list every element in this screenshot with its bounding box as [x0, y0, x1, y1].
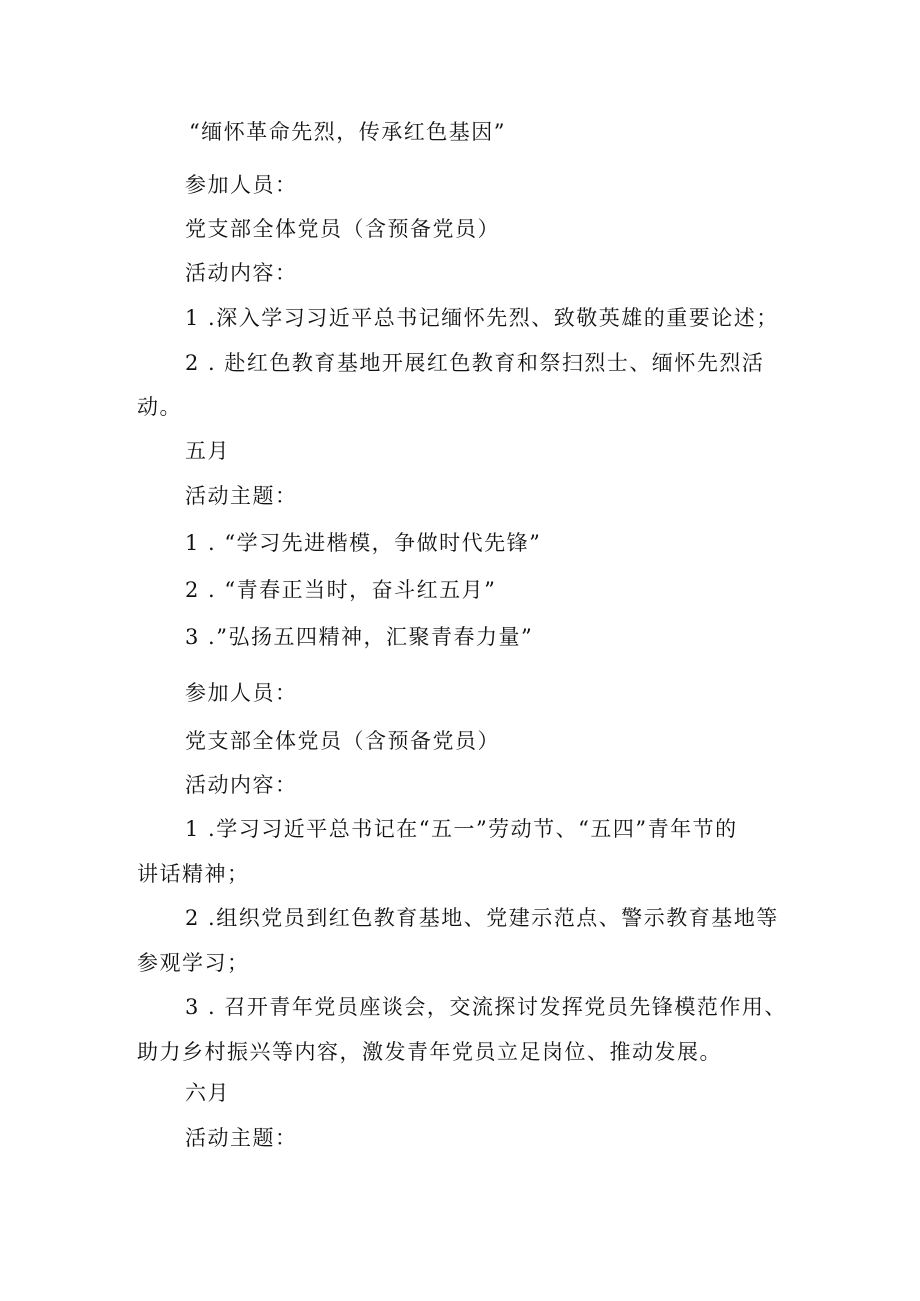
- may-content-item-2-line-1: 2 .组织党员到红色教育基地、党建示范点、警示教育基地等: [185, 906, 779, 930]
- june-heading: 六月: [185, 1081, 230, 1105]
- april-content-item-2-line-2: 动。: [137, 395, 182, 419]
- april-participants: 党支部全体党员（含预备党员）: [185, 217, 500, 241]
- may-content-item-1-line-2: 讲话精神；: [137, 862, 250, 886]
- may-heading: 五月: [185, 439, 230, 463]
- may-content-item-1-line-1: 1 .学习习近平总书记在“五一”劳动节、“五四”青年节的: [185, 817, 738, 841]
- may-content-label: 活动内容：: [185, 773, 298, 797]
- april-content-label: 活动内容：: [185, 261, 298, 285]
- may-theme-2: 2 . “青春正当时，奋斗红五月”: [185, 578, 497, 602]
- april-content-item-1: 1 .深入学习习近平总书记缅怀先烈、致敬英雄的重要论述；: [185, 306, 779, 330]
- may-participants-label: 参加人员：: [185, 681, 298, 705]
- may-theme-1: 1 . “学习先进楷模，争做时代先锋”: [185, 531, 542, 555]
- may-content-item-3-line-1: 3 . 召开青年党员座谈会，交流探讨发挥党员先锋模范作用、: [185, 995, 787, 1019]
- may-participants: 党支部全体党员（含预备党员）: [185, 729, 500, 753]
- may-content-item-3-line-2: 助力乡村振兴等内容，激发青年党员立足岗位、推动发展。: [137, 1040, 722, 1064]
- may-theme-3: 3 .”弘扬五四精神，汇聚青春力量”: [185, 625, 534, 649]
- may-content-item-2-line-2: 参观学习；: [137, 951, 250, 975]
- may-theme-label: 活动主题：: [185, 484, 298, 508]
- june-theme-label: 活动主题：: [185, 1126, 298, 1150]
- april-content-item-2-line-1: 2 . 赴红色教育基地开展红色教育和祭扫烈士、缅怀先烈活: [185, 351, 765, 375]
- april-participants-label: 参加人员：: [185, 173, 298, 197]
- april-theme-line: “缅怀革命先烈，传承红色基因”: [189, 120, 506, 144]
